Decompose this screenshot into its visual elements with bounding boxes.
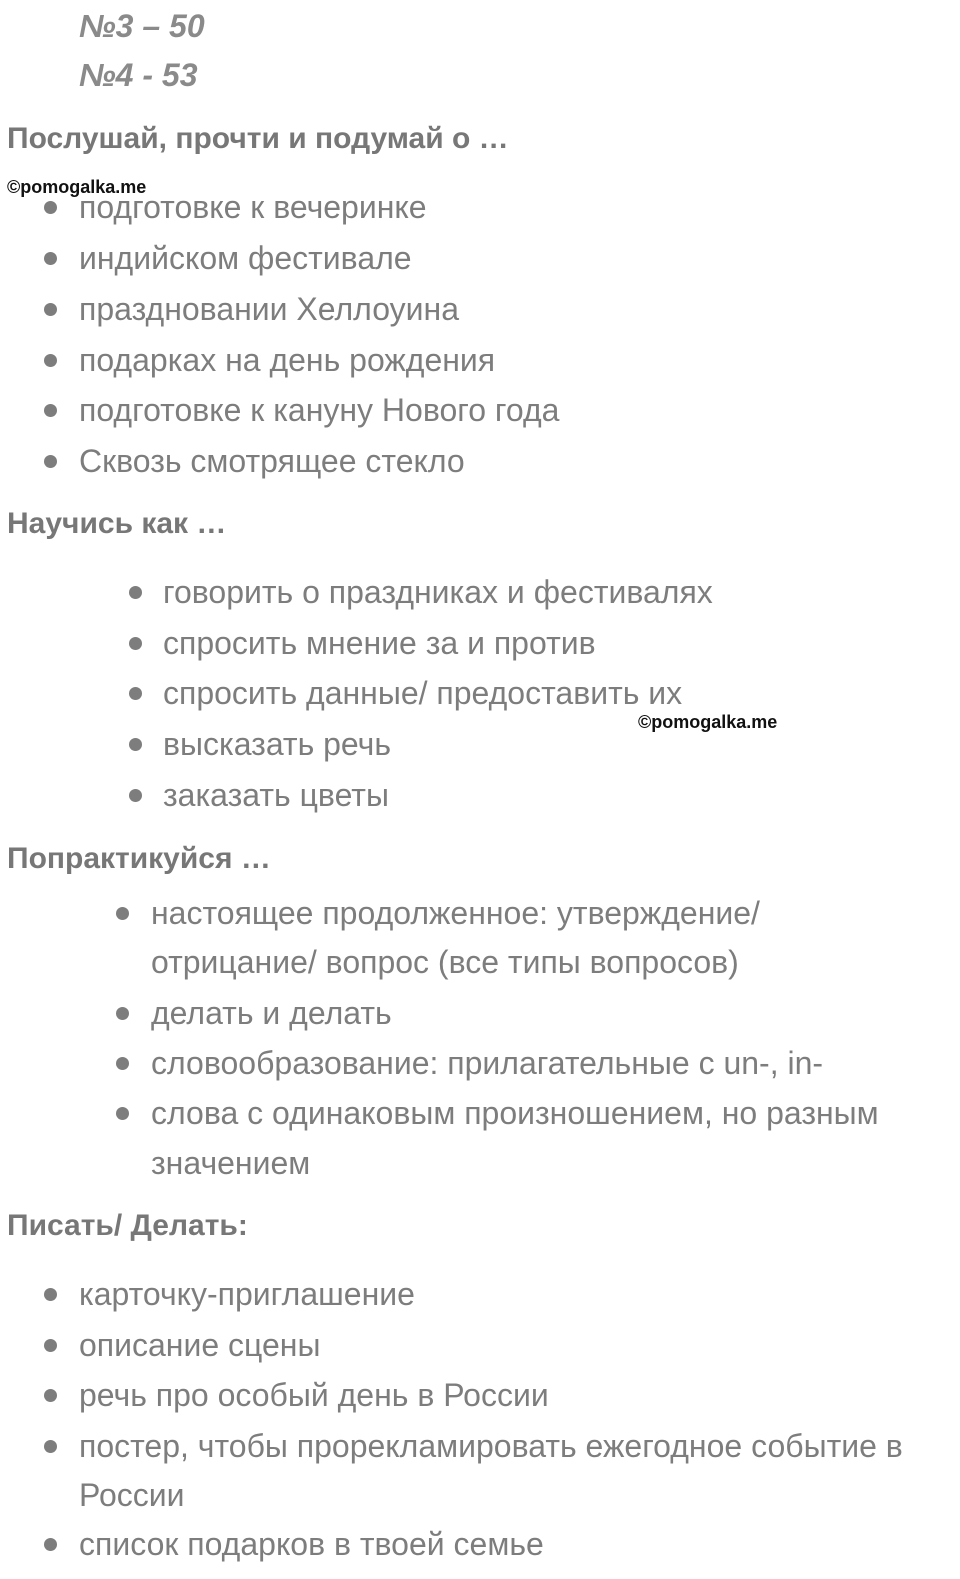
bullet-icon — [44, 303, 57, 316]
exercise-number-4: №4 - 53 — [79, 57, 198, 93]
list-item: заказать цветы — [163, 777, 389, 813]
list-item: высказать речь — [163, 726, 391, 762]
bullet-icon — [116, 1057, 129, 1070]
bullet-icon — [44, 1389, 57, 1402]
bullet-icon — [44, 1538, 57, 1551]
list-item: подарках на день рождения — [79, 342, 496, 378]
bullet-icon — [44, 201, 57, 214]
bullet-icon — [129, 789, 142, 802]
bullet-icon — [44, 455, 57, 468]
list-item-continuation: отрицание/ вопрос (все типы вопросов) — [151, 944, 739, 980]
list-item: слова с одинаковым произношением, но разным — [151, 1095, 879, 1131]
list-item-continuation: значением — [151, 1145, 311, 1181]
bullet-icon — [116, 1107, 129, 1120]
watermark: ©pomogalka.me — [638, 712, 778, 732]
list-item: делать и делать — [151, 995, 392, 1031]
bullet-icon — [129, 687, 142, 700]
bullet-icon — [129, 738, 142, 751]
bullet-icon — [44, 354, 57, 367]
bullet-icon — [44, 1440, 57, 1453]
list-item: список подарков в твоей семье — [79, 1526, 544, 1562]
section-heading-learn-how: Научись как … — [7, 507, 227, 540]
list-item-continuation: России — [79, 1477, 185, 1513]
bullet-icon — [44, 1339, 57, 1352]
list-item: Сквозь смотрящее стекло — [79, 443, 465, 479]
bullet-icon — [44, 1288, 57, 1301]
list-item: спросить мнение за и против — [163, 625, 596, 661]
section-heading-listen-read-think: Послушай, прочти и подумай о … — [7, 122, 509, 155]
bullet-icon — [44, 252, 57, 265]
list-item: постер, чтобы прорекламировать ежегодное событие в — [79, 1428, 903, 1464]
list-item: описание сцены — [79, 1327, 321, 1363]
section-heading-practice: Попрактикуйся … — [7, 842, 271, 875]
list-item: речь про особый день в России — [79, 1377, 549, 1413]
bullet-icon — [129, 637, 142, 650]
exercise-number-3: №3 – 50 — [79, 8, 205, 44]
bullet-icon — [129, 586, 142, 599]
watermark: ©pomogalka.me — [7, 177, 147, 197]
section-heading-write-do: Писать/ Делать: — [7, 1209, 248, 1242]
list-item: карточку-приглашение — [79, 1276, 415, 1312]
bullet-icon — [44, 404, 57, 417]
list-item: подготовке к вечеринке — [79, 189, 427, 225]
list-item: настоящее продолженное: утверждение/ — [151, 895, 760, 931]
list-item: подготовке к кануну Нового года — [79, 392, 560, 428]
bullet-icon — [116, 1007, 129, 1020]
list-item: спросить данные/ предоставить их — [163, 675, 683, 711]
bullet-icon — [116, 907, 129, 920]
list-item: словообразование: прилагательные с un-, in- — [151, 1045, 824, 1081]
list-item: говорить о праздниках и фестивалях — [163, 574, 713, 610]
list-item: праздновании Хеллоуина — [79, 291, 459, 327]
list-item: индийском фестивале — [79, 240, 412, 276]
